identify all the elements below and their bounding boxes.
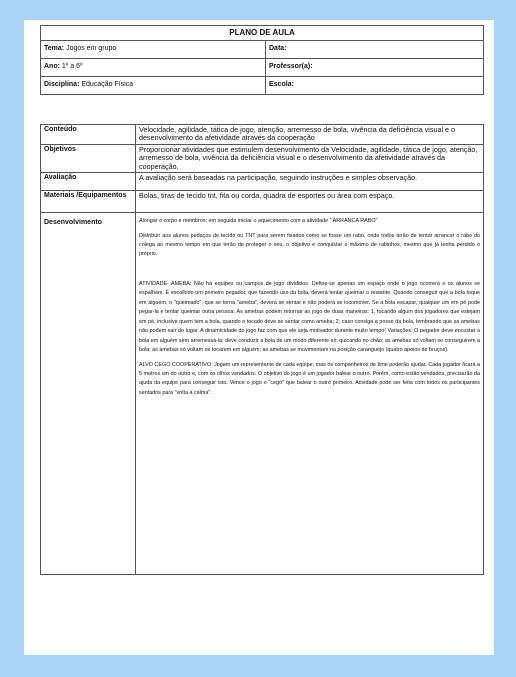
- tema-label: Tema:: [44, 45, 65, 53]
- avaliacao-label: Avaliação: [41, 173, 136, 191]
- header-table: [40, 25, 484, 95]
- desenvolvimento-paragraph: Distribuir aos alunos pedaços de tecido ou TNT para serem fixados como se fosse um rabo, onde todos terão de tentar arrancar o rabo do colega ao mesmo tempo em que terão de proteger o seu, o objetivo e conquistar o máximo de rabinhos, mesmo que já tenha perdido o próprio.: [139, 232, 480, 258]
- materiais-label: Materiais /Equipamentos: [41, 191, 136, 213]
- desenvolvimento-label: Desenvolvimento: [41, 213, 136, 575]
- data-label: Data:: [269, 45, 287, 53]
- disciplina-value: Educação Física: [81, 81, 134, 89]
- lesson-table: [40, 124, 484, 575]
- objetivos-label: Objetivos: [41, 144, 136, 172]
- tema-value: Jogos em grupo: [66, 45, 117, 53]
- conteudo-label: Conteúdo: [41, 125, 136, 145]
- disciplina-label: Disciplina:: [44, 81, 80, 89]
- materiais-value: Bolas, tiras de tecido tnt, fita ou corda, quadra de esportes ou área com espaço.: [136, 191, 484, 213]
- ano-value: 1º a 6º: [61, 63, 83, 71]
- objetivos-value: Proporcionar atividades que estimulem desenvolvimento da Velocidade, agilidade, tática de jogo, atenção, arremesso de bola, vivência da deficiência visual e o desenvolvimento da afetividade através da cooperação.: [136, 144, 484, 172]
- professor-cell: [266, 59, 484, 77]
- document-title: PLANO DE AULA: [41, 26, 484, 41]
- escola-cell: [266, 77, 484, 95]
- disciplina-cell: [41, 77, 266, 95]
- professor-label: Professor(a):: [269, 63, 313, 71]
- escola-label: Escola:: [269, 81, 294, 89]
- document-page: [24, 20, 494, 655]
- ano-label: Ano:: [44, 63, 60, 71]
- data-cell: [266, 41, 484, 59]
- conteudo-value: Velocidade, agilidade, tática de jogo, atenção, arremesso de bola, vivência da deficiência visual e o desenvolvimento da afetividade através da cooperação: [136, 125, 484, 145]
- desenvolvimento-paragraph: ATIVIDADE- AMEBA: Não há equipes ou campos de jogo divididos. Define-se apenas um espaço onde o jogo ocorrerá e os alunos se espalham. É escolhido um primeiro pegador, que fazendo uso da bola, deverá tentar queimar o restante. Quando conseguir que a bola toque em alguém, o "queimado", que se torna "ameba", deverá se sentar e não poderá se locomover. Se a bola escapar, qualquer um em pé pode pegar-la e tentar queimar outra pessoa. As amebas podem retornar ao jogo de duas maneiras: 1, tocando algum dos jogadores que estejam em pé, inclusive quem tem a bola, quando o tocado deve se sentar como ameba; 2, caso consiga a posse da bola, lembrando que as amebas não podem sair do lugar. A dinamicidade do jogo faz com que ele seja motivador durante muito tempo! Variações: O pegador deve encostar a bola em alguém sem arremessá-la; deve conduzir a bola de um modo diferente ex: quicando no chão; as amebas só voltam se conseguirem a bola; as amebas só voltam se tocarem em alguém; as amebas se movimentam na posição caranguejo (quatro apoios de bruços).: [139, 280, 480, 354]
- avaliacao-value: A avaliação será baseadas na participação, seguindo instruções e simples observação.: [136, 173, 484, 191]
- desenvolvimento-paragraph: Alongar o corpo e membros; em seguida iniciar o aquecimento com a atividade " ARRANCA RABO": [139, 218, 378, 225]
- desenvolvimento-value: [136, 213, 484, 575]
- desenvolvimento-paragraph: ALVO CEGO COOPERATIVO: Jogam um representante de cada equipe, mas os companheiros de time poderão ajudar. Cada jogador ficará a 5 metros um do outro e, com os olhos vendados. O objetivo do jogo é um jogador balear o outro. Porém, como estão vendados, precisarão da ajuda da equipe para conseguir isto. Vence o jogo o "cego" que balear o outro primeiro. Atividade pode ser feita com todos os participantes sentados para "volta à calma".: [139, 361, 480, 396]
- tema-cell: [41, 41, 266, 59]
- ano-cell: [41, 59, 266, 77]
